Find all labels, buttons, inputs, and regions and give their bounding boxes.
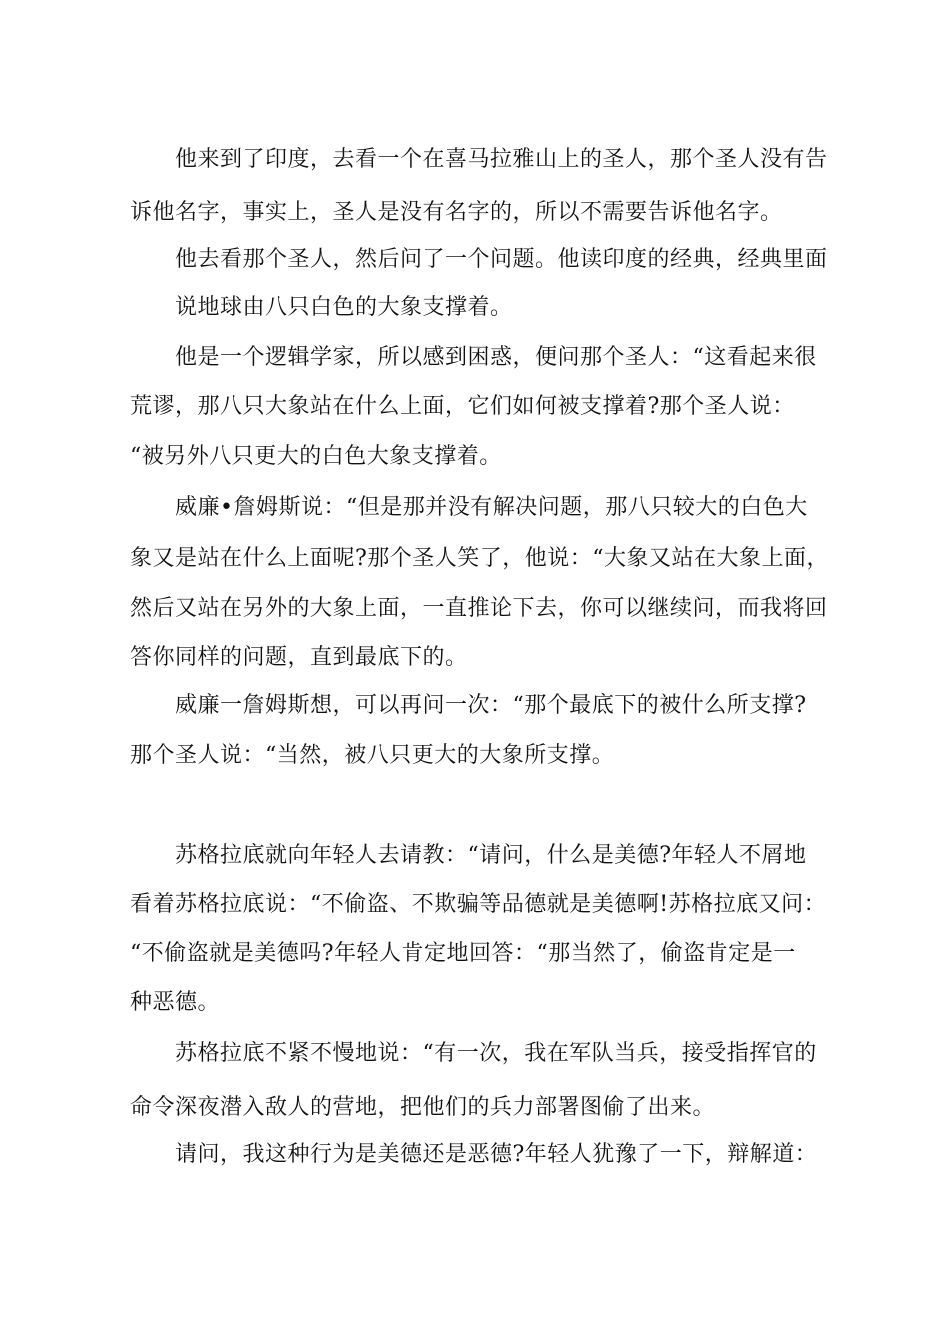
text-line: “被另外八只更大的白色大象支撑着。 — [130, 444, 502, 469]
text-line: 他去看那个圣人，然后问了一个问题。他读印度的经典，经典里面 — [175, 247, 828, 272]
text-line: 请问，我这种行为是美德还是恶德?年轻人犹豫了一下，辩解道： — [175, 1142, 818, 1167]
text-line: 威廉•詹姆斯说：“但是那并没有解决问题，那八只较大的白色大 — [175, 495, 808, 520]
text-line: 象又是站在什么上面呢?那个圣人笑了，他说：“大象又站在大象上面， — [130, 546, 830, 571]
text-line: 威廉一詹姆斯想，可以再问一次：“那个最底下的被什么所支撑? — [175, 693, 807, 718]
text-line: 答你同样的问题，直到最底下的。 — [130, 645, 468, 670]
text-line: 苏格拉底不紧不慢地说：“有一次，我在军队当兵，接受指挥官的 — [175, 1041, 817, 1066]
text-line: 说地球由八只白色的大象支撑着。 — [175, 295, 513, 320]
text-line: 看着苏格拉底说：“不偷盗、不欺骗等品德就是美德啊!苏格拉底又问： — [130, 892, 827, 917]
text-line: 他是一个逻辑学家，所以感到困惑，便问那个圣人：“这看起来很 — [175, 345, 817, 370]
text-line: 种恶德。 — [130, 990, 221, 1015]
text-line: 荒谬，那八只大象站在什么上面，它们如何被支撑着?那个圣人说： — [130, 394, 795, 419]
text-line: 诉他名字，事实上，圣人是没有名字的，所以不需要告诉他名字。 — [130, 200, 783, 225]
text-line: “不偷盗就是美德吗?年轻人肯定地回答：“那当然了，偷盗肯定是一 — [130, 941, 796, 966]
text-line: 命令深夜潜入敌人的营地，把他们的兵力部署图偷了出来。 — [130, 1095, 716, 1120]
text-line: 那个圣人说：“当然，被八只更大的大象所支撑。 — [130, 743, 615, 768]
text-line: 苏格拉底就向年轻人去请教：“请问，什么是美德?年轻人不屑地 — [175, 843, 807, 868]
text-line: 他来到了印度，去看一个在喜马拉雅山上的圣人，那个圣人没有告 — [175, 147, 828, 172]
text-line: 然后又站在另外的大象上面，一直推论下去，你可以继续问，而我将回 — [130, 596, 828, 621]
